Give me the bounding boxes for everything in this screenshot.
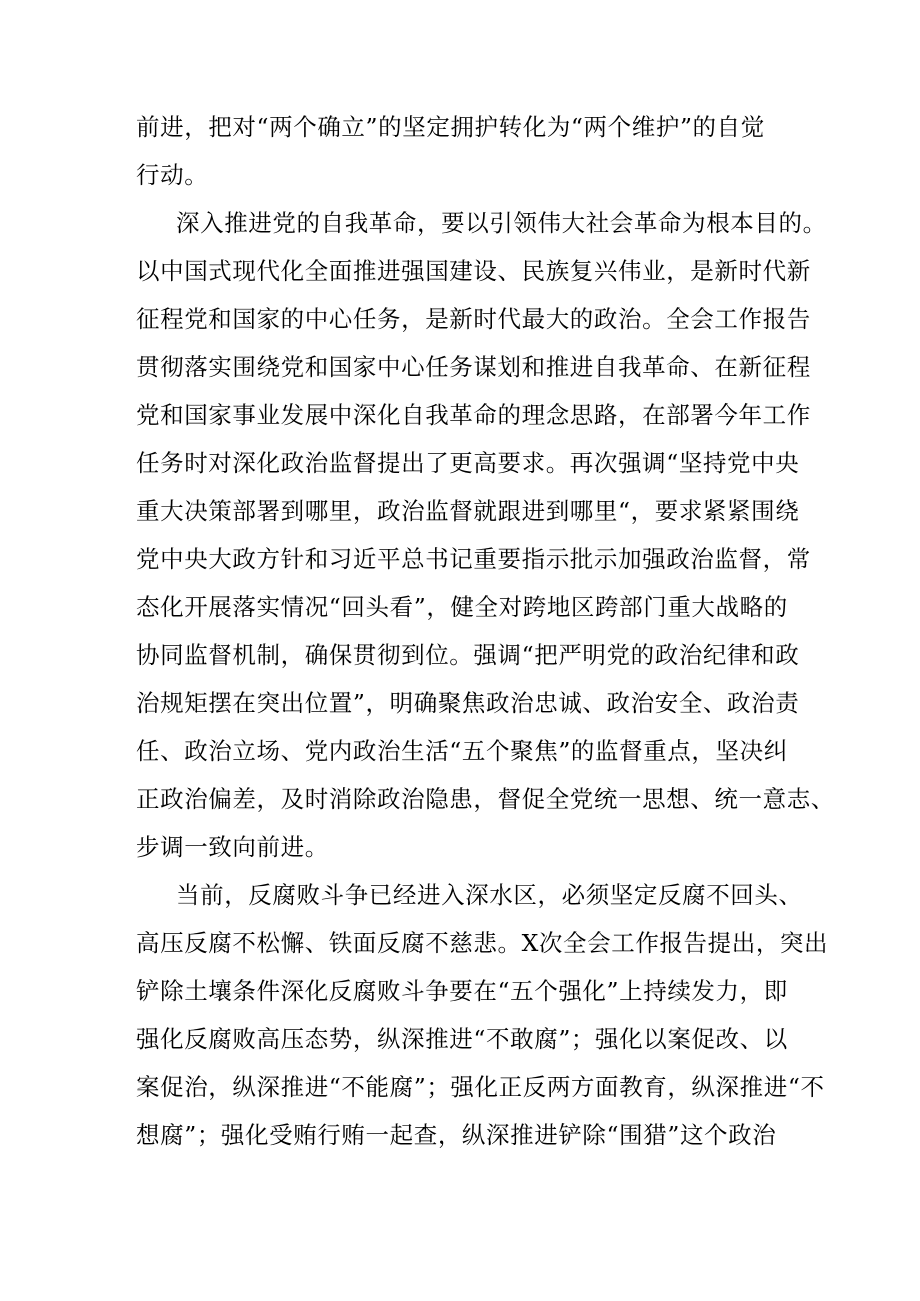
text-line: 贯彻落实围绕党和国家中心任务谋划和推进自我革命、在新征程 (136, 353, 811, 381)
text-line: 治规矩摆在突出位置”，明确聚焦政治忠诚、政治安全、政治责 (136, 689, 800, 717)
text-line: 协同监督机制，确保贯彻到位。强调“把严明党的政治纪律和政 (136, 641, 800, 669)
text-line: 党和国家事业发展中深化自我革命的理念思路，在部署今年工作 (136, 401, 811, 429)
text-line: 行动。 (136, 161, 209, 189)
text-line: 以中国式现代化全面推进强国建设、民族复兴伟业，是新时代新 (136, 257, 811, 285)
text-line: 党中央大政方针和习近平总书记重要指示批示加强政治监督，常 (136, 545, 811, 573)
text-line: 当前，反腐败斗争已经进入深水区，必须坚定反腐不回头、 (176, 881, 803, 909)
text-line: 深入推进党的自我革命，要以引领伟大社会革命为根本目的。 (176, 209, 827, 237)
text-line: 征程党和国家的中心任务，是新时代最大的政治。全会工作报告 (136, 305, 811, 333)
text-line: 前进，把对“两个确立”的坚定拥护转化为“两个维护”的自觉 (136, 113, 765, 141)
text-line: 想腐”；强化受贿行贿一起查，纵深推进铲除“围猎”这个政治 (136, 1121, 777, 1149)
text-line: 步调一致向前进。 (136, 833, 329, 861)
text-line: 正政治偏差，及时消除政治隐患，督促全党统一思想、统一意志、 (136, 785, 835, 813)
text-line: 态化开展落实情况“回头看”，健全对跨地区跨部门重大战略的 (136, 593, 788, 621)
text-line: 高压反腐不松懈、铁面反腐不慈悲。X次全会工作报告提出，突出 (136, 929, 829, 957)
text-line: 任务时对深化政治监督提出了更高要求。再次强调“坚持党中央 (136, 449, 800, 477)
text-line: 案促治，纵深推进“不能腐”；强化正反两方面教育，纵深推进“不 (136, 1073, 825, 1101)
text-line: 重大决策部署到哪里，政治监督就跟进到哪里“，要求紧紧围绕 (136, 497, 800, 525)
text-line: 任、政治立场、党内政治生活“五个聚焦”的监督重点，坚决纠 (136, 737, 788, 765)
text-line: 铲除土壤条件深化反腐败斗争要在“五个强化”上持续发力，即 (136, 977, 788, 1005)
text-line: 强化反腐败高压态势，纵深推进“不敢腐”；强化以案促改、以 (136, 1025, 788, 1053)
